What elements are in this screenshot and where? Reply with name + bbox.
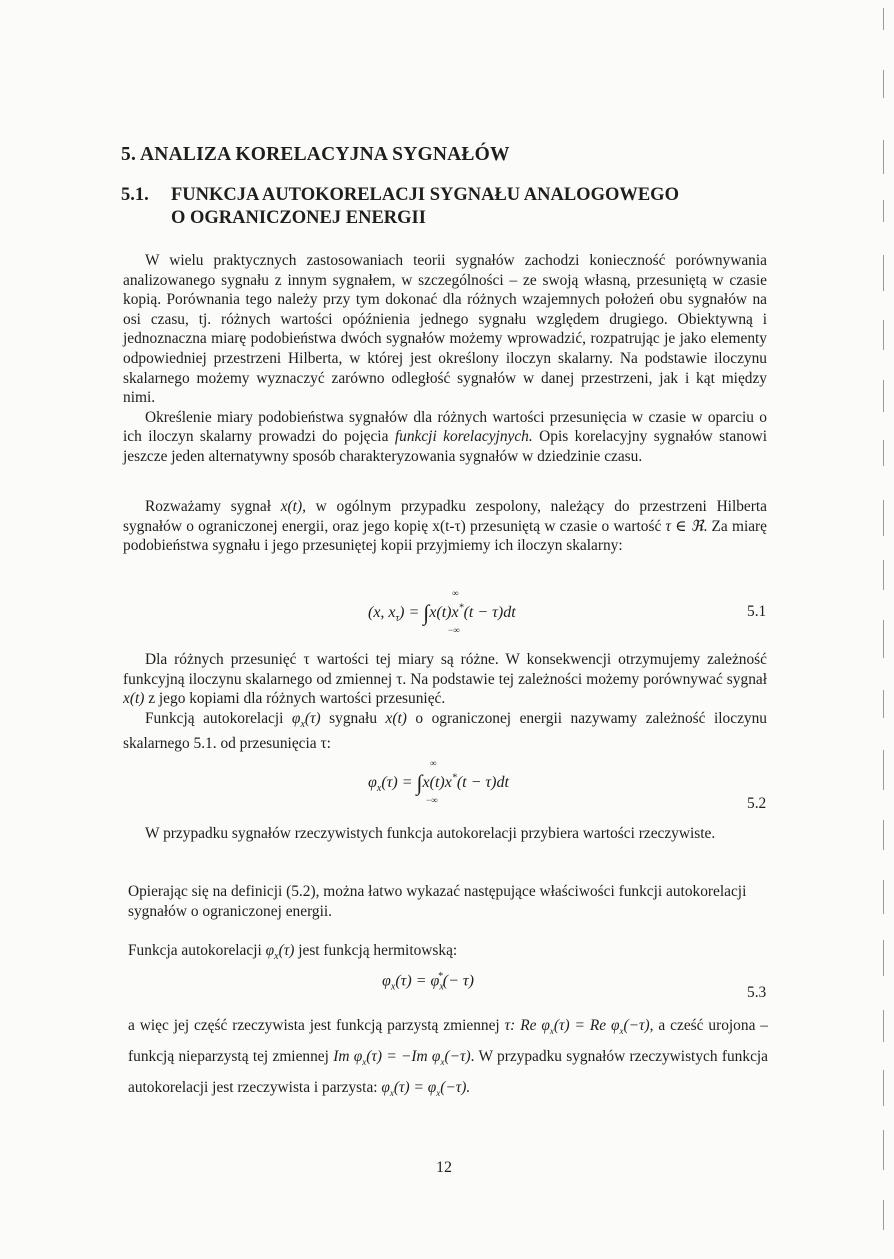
properties-paragraph xyxy=(128,882,772,921)
chapter-heading: 5. ANALIZA KORELACYJNA SYGNAŁÓW xyxy=(121,144,510,165)
paragraph-8: Funkcja autokorelacji $\varphi_x(\tau)$ jest funkcją hermitowską: xyxy=(128,942,458,963)
paragraph-6: W przypadku sygnałów rzeczywistych funkcja autokorelacji przybiera wartości rzeczywiste. xyxy=(145,825,716,842)
integral-lower-limit: −∞ xyxy=(426,795,438,805)
real-signal-paragraph xyxy=(123,824,767,844)
signal-paragraph xyxy=(123,497,767,556)
integral-lower-limit: −∞ xyxy=(448,625,460,635)
section-heading xyxy=(121,184,679,230)
equation-number-5-3: 5.3 xyxy=(747,984,767,1001)
paragraph-1: W wielu praktycznych zastosowaniach teorii sygnałów zachodzi konieczność porównywania analizowanego sygnału z innym sygnałem, w szczególności – ze swoją własną, przesuniętą w czasie kopią. Porównania tego należy przy tym dokonać dla różnych wzajemnych położeń obu sygnałów na osi czasu, tj. różnych wartości opóźnienia jednego sygnału względem drugiego. Obiektywną i jednoznaczna miarę podobieństwa dwóch sygnałów możemy wprowadzić, rozpatrując je jako elementy odpowiedniej przestrzeni Hilberta, w której jest określony iloczyn skalarny. Na podstawie iloczynu skalarnego możemy wyznaczyć zarówno odległość sygnałów w danej przestrzeni, jak i kąt między nimi. xyxy=(123,252,767,407)
paragraph-9: a więc jej część rzeczywista jest funkcją parzystą zmiennej τ: Re $\varphi_x(\tau) = Re$ $\varphi_x(-\tau)$, a cześć urojona – funkcją nieparzystą tej zmiennej Im $\varphi_x(\tau) = -Im$ $\varphi_x(-\tau)$. W przypadku sygnałów rzeczywistych funkcja autokorelacji jest rzeczywista i parzysta: $\varphi_x(\tau) = \varphi_x(-\tau)$. xyxy=(128,1017,769,1099)
shift-paragraphs xyxy=(123,650,767,754)
paragraph-2: Określenie miary podobieństwa sygnałów dla różnych wartości przesunięcia w czasie w oparciu o ich iloczyn skalarny prowadzi do pojęcia funkcji korelacyjnych. Opis korelacyjny sygnałów stanowi jeszcze jeden alternatywny sposób charakteryzowania sygnałów w dziedzinie czasu. xyxy=(123,408,767,465)
equation-number-5-1: 5.1 xyxy=(747,603,767,620)
equation-5-1: (x, $x_\tau) = \int x(t)x^*(t - \tau)dt$ ∞ −∞ xyxy=(368,588,516,635)
equation-number-5-2: 5.2 xyxy=(747,795,767,812)
paragraph-4: Dla różnych przesunięć τ wartości tej miary są różne. W konsekwencji otrzymujemy zależność funkcyjną iloczynu skalarnego od zmiennej τ. Na podstawie tej zależności możemy porównywać sygnał x(t) z jego kopiami dla różnych wartości przesunięć. xyxy=(123,651,767,708)
integral-upper-limit: ∞ xyxy=(452,588,459,598)
hermitian-paragraph xyxy=(128,941,772,967)
section-number: 5.1. xyxy=(121,185,149,205)
parity-paragraph xyxy=(128,1013,768,1106)
intro-paragraphs xyxy=(123,251,767,467)
page-number: 12 xyxy=(436,1159,452,1176)
paragraph-5: Funkcją autokorelacji $\varphi_x(\tau)$ sygnału x(t) o ograniczonej energii nazywamy zależność iloczynu skalarnego 5.1. od przesunięcia τ: xyxy=(123,709,767,753)
equation-5-2: $\varphi_x(\tau) = \int x(t)x^*(t - \tau)dt$ ∞ −∞ xyxy=(368,758,509,805)
equation-5-3: $\varphi_x(\tau) = \varphi_x^*(- \tau)$ xyxy=(382,971,474,993)
integral-upper-limit: ∞ xyxy=(430,758,437,768)
paragraph-7: Opierając się na definicji (5.2), można łatwo wykazać następujące właściwości funkcji autokorelacji sygnałów o ograniczonej energii. xyxy=(128,883,747,920)
section-title-line1: FUNKCJA AUTOKORELACJI SYGNAŁU ANALOGOWEGO xyxy=(171,185,679,205)
section-title-line2: O OGRANICZONEJ ENERGII xyxy=(171,208,426,228)
scan-edge-marks xyxy=(868,0,888,1259)
paragraph-3: Rozważamy sygnał x(t), w ogólnym przypadku zespolony, należący do przestrzeni Hilberta sygnałów o ograniczonej energii, oraz jego kopię x(t-τ) przesuniętą w czasie o wartość τ ∈ ℜ. Za miarę podobieństwa sygnału i jego przesuniętej kopii przyjmiemy ich iloczyn skalarny: xyxy=(123,498,768,555)
